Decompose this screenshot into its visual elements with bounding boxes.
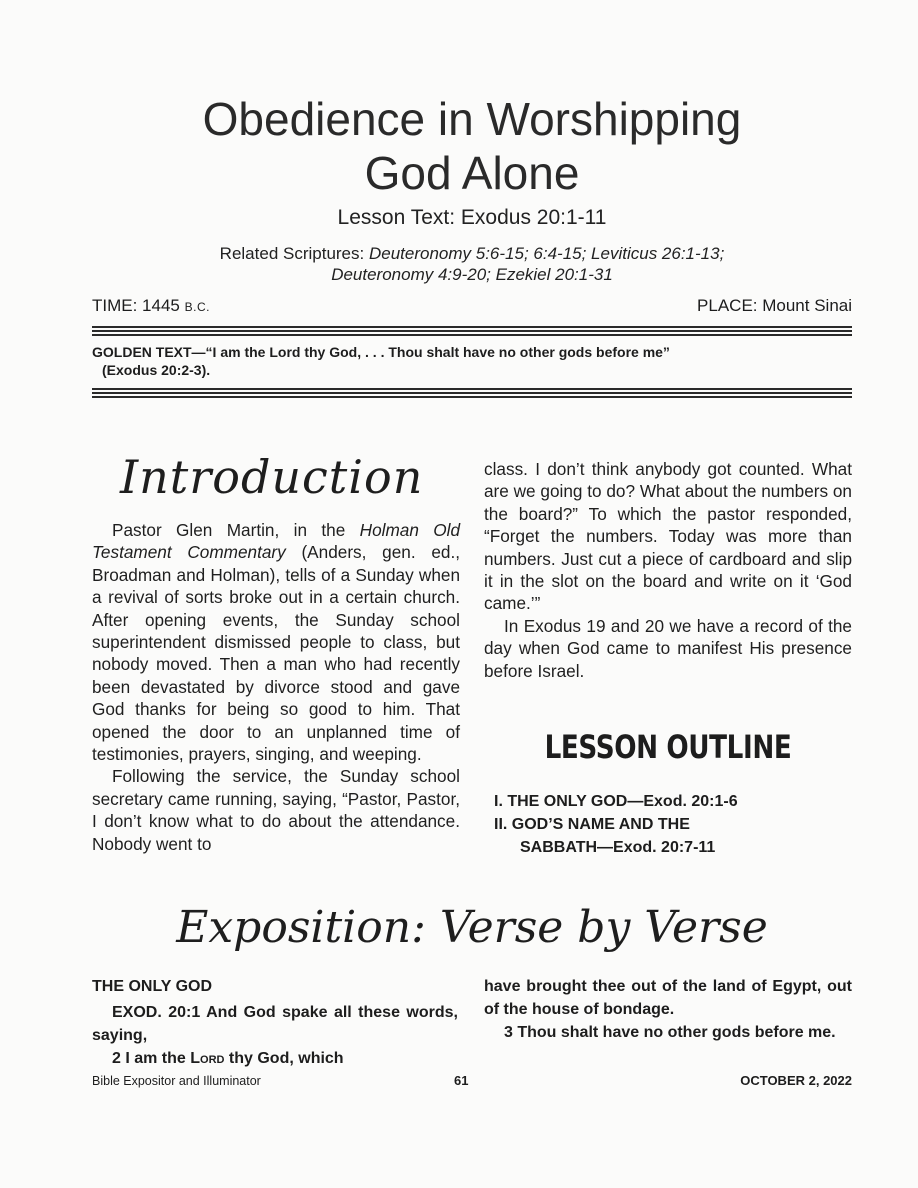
outline-item-1: I. THE ONLY GOD—Exod. 20:1-6 [494, 793, 738, 810]
related-refs-line-1: Deuteronomy 5:6-15; 6:4-15; Leviticus 26:1-13; [368, 244, 725, 263]
verse-2-continued: have brought thee out of the land of Egypt, out of the house of bondage. [484, 978, 852, 1018]
intro-paragraph-3: In Exodus 19 and 20 we have a record of the day when God came to manifest His presence before Israel. [484, 615, 852, 681]
golden-text-line-2: (Exodus 20:2-3). [102, 362, 211, 378]
place-info: PLACE: Mount Sinai [697, 296, 852, 315]
intro-paragraph-2: Following the service, the Sunday school secretary came running, saying, “Pastor, Pastor, I don’t know what to do about the attendance. Nobody went to [92, 766, 460, 854]
intro-paragraph-1 [92, 519, 460, 765]
lesson-title [92, 92, 852, 200]
verse-1: EXOD. 20:1 And God spake all these words, saying, [92, 1004, 458, 1044]
section-heading: THE ONLY GOD [92, 978, 213, 995]
time-info [92, 296, 210, 316]
exposition-heading: Exposition: Verse by Verse [176, 902, 768, 953]
footer-page-number: 61 [454, 1073, 469, 1088]
introduction-left-column [92, 519, 460, 855]
verse-2-a: 2 I am the [112, 1050, 191, 1067]
golden-text-line-1: GOLDEN TEXT—“I am the Lord thy God, . . . Thou shalt have no other gods before me” [92, 344, 670, 360]
verses-right-column [484, 975, 852, 1044]
golden-text [92, 343, 852, 379]
intro-paragraph-2-continued: class. I don’t think anybody got counted. What are we going to do? What about the numbers on the board?” To which the pastor responded, “Forget the numbers. Today was more than numbers. Just cut a piece of cardboard and slip it in the slot on the board and write on it ‘God came.’” [484, 459, 852, 614]
title-line-1: Obedience in Worshipping [202, 93, 742, 145]
related-scriptures [92, 243, 852, 285]
intro-p1-start: Pastor Glen Martin, in the [112, 520, 360, 540]
lesson-outline-heading: LESSON OUTLINE [544, 728, 792, 766]
intro-p1-rest: (Anders, gen. ed., Broadman and Holman), tells of a Sunday when a revival of sorts broke out in a certain church. After opening events, the Sunday school superintendent dismissed people to class, but nobody moved. Then a man who had recently been devastated by divorce stood and gave God thanks for being so good to him. That opened the door to an unplanned time of testimonies, prayers, singing, and weeping. [92, 542, 460, 765]
verse-2-b: thy God, which [224, 1050, 344, 1067]
lesson-text-reference: Lesson Text: Exodus 20:1-11 [337, 206, 607, 229]
title-line-2: God Alone [364, 147, 580, 199]
intro-book-title: Holman Old Testament Commentary [92, 520, 461, 563]
footer-publication: Bible Expositor and Illuminator [92, 1074, 261, 1088]
time-label: TIME: 1445 [92, 296, 180, 315]
verse-2-lord: Lord [190, 1050, 225, 1067]
verse-2-start [92, 1047, 458, 1070]
introduction-right-column [484, 458, 852, 682]
top-double-rule [92, 326, 852, 338]
verses-left-column [92, 975, 458, 1070]
outline-item-2b: SABBATH—Exod. 20:7-11 [520, 839, 716, 856]
related-scriptures-label: Related Scriptures: [219, 244, 365, 263]
outline-item-2a: II. GOD’S NAME AND THE [494, 816, 690, 833]
footer-date: OCTOBER 2, 2022 [740, 1073, 852, 1088]
verse-3: 3 Thou shalt have no other gods before me. [504, 1024, 836, 1041]
lesson-outline [494, 790, 738, 859]
time-era: B.C. [184, 300, 210, 314]
bottom-double-rule [92, 388, 852, 400]
introduction-heading: Introduction [120, 450, 424, 504]
related-refs-line-2: Deuteronomy 4:9-20; Ezekiel 20:1-31 [331, 265, 613, 284]
